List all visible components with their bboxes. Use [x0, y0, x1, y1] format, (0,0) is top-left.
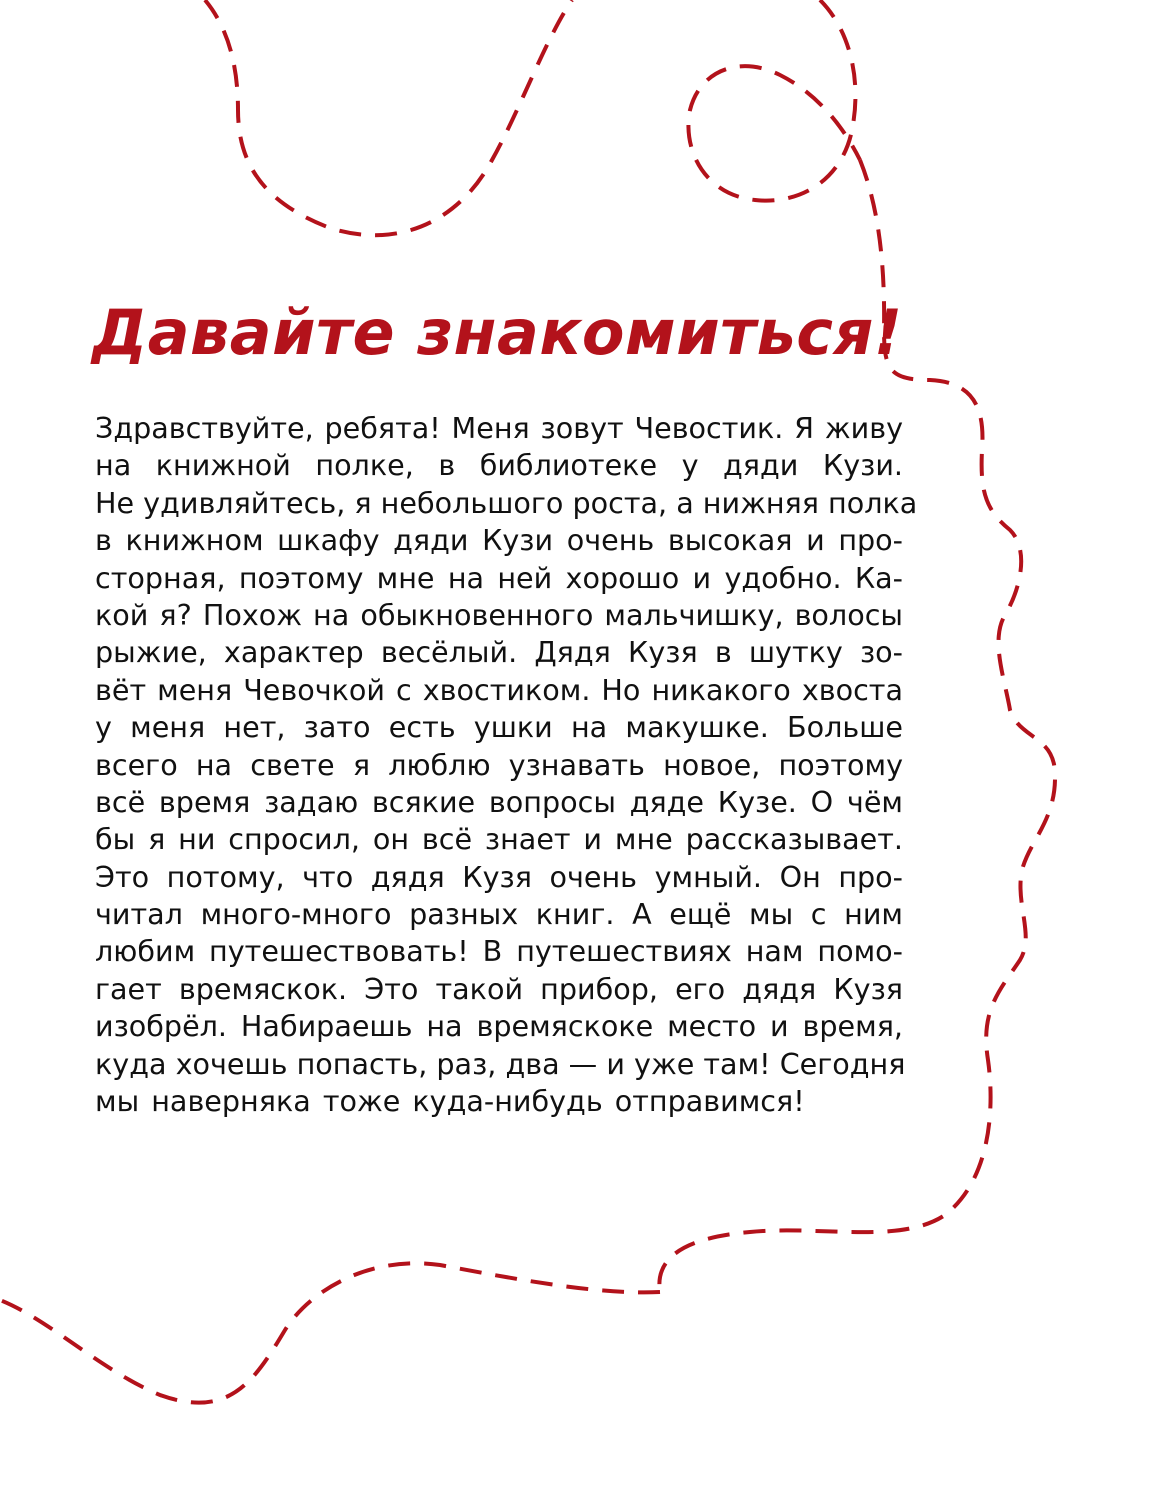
text-line: у меня нет, зато есть ушки на макушке. Больше: [95, 710, 903, 745]
text-line: изобрёл. Набираешь на времяскоке место и время,: [95, 1009, 903, 1044]
dashed-line-bottom-border: [0, 1263, 660, 1402]
text-line: мы наверняка тоже куда-нибудь отправимся!: [95, 1084, 805, 1119]
text-line: куда хочешь попасть, раз, два — и уже там! Сегодня: [95, 1046, 906, 1081]
text-line: любим путешествовать! В путешествиях нам помо-: [95, 934, 903, 969]
page-title: Давайте знакомиться!: [92, 296, 903, 369]
dashed-line-top-loop: [205, 0, 572, 235]
text-line: Это потому, что дядя Кузя очень умный. Он про-: [95, 859, 903, 894]
text-line: рыжие, характер весёлый. Дядя Кузя в шутку зо-: [95, 635, 903, 670]
body-paragraph: [95, 410, 918, 1120]
text-line: сторная, поэтому мне на ней хорошо и удобно. Ка-: [95, 560, 903, 595]
text-line: всего на свете я люблю узнавать новое, поэтому: [95, 747, 903, 782]
text-line: вёт меня Чевочкой с хвостиком. Но никакого хвоста: [95, 672, 903, 707]
text-line: бы я ни спросил, он всё знает и мне рассказывает.: [95, 822, 903, 857]
text-line: на книжной полке, в библиотеке у дяди Кузи.: [95, 448, 903, 483]
text-line: читал много-много разных книг. А ещё мы с ним: [95, 897, 903, 932]
text-line: кой я? Похож на обыкновенного мальчишку, волосы: [95, 597, 903, 632]
text-line: Не удивляйтесь, я небольшого роста, а нижняя полка: [95, 485, 918, 520]
text-line: Здравствуйте, ребята! Меня зовут Чевостик. Я живу: [95, 411, 903, 445]
dashed-line-small-loop: [688, 0, 860, 201]
text-line: гает времяскок. Это такой прибор, его дядя Кузя: [95, 971, 903, 1006]
text-line: в книжном шкафу дяди Кузи очень высокая и про-: [95, 523, 903, 558]
text-line: всё время задаю всякие вопросы дяде Кузе. О чём: [95, 784, 903, 819]
